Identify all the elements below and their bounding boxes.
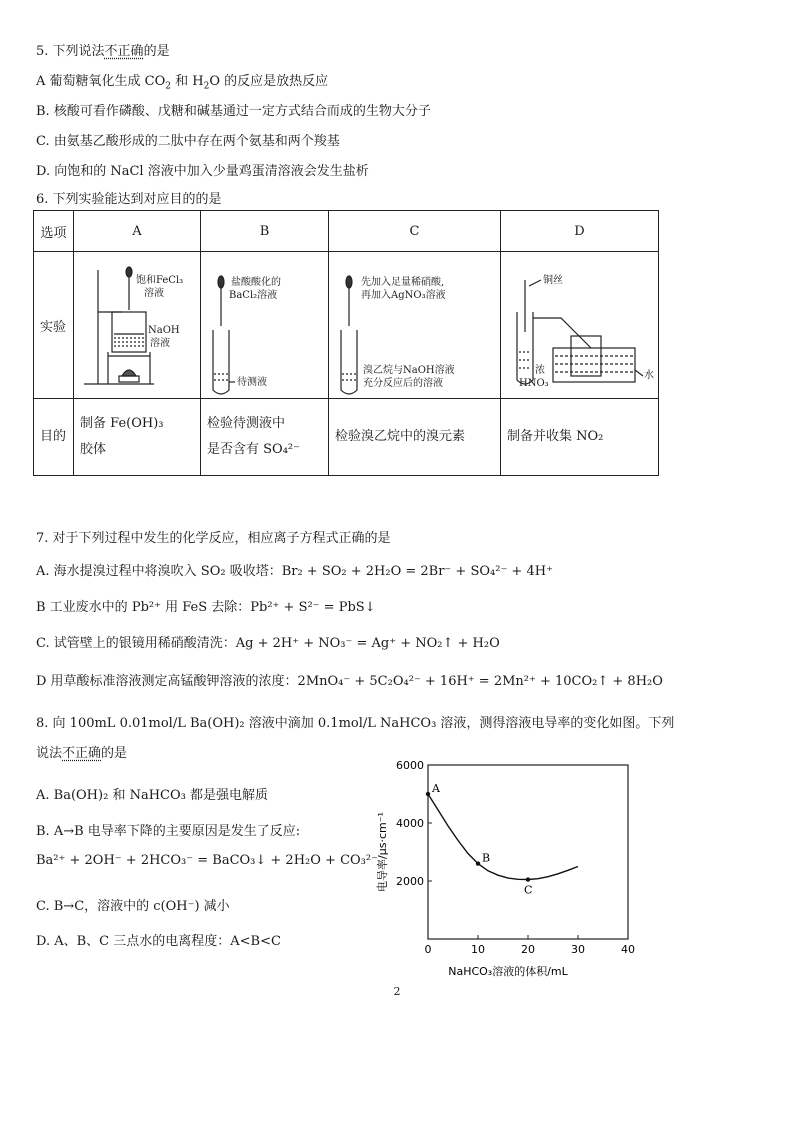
q7-option-c: C. 试管壁上的银镜用稀硝酸清洗：Ag + 2H⁺ + NO₃⁻ = Ag⁺ + NO₂↑ + H₂O bbox=[36, 636, 500, 651]
q7-stem: 7. 对于下列过程中发生的化学反应，相应离子方程式正确的是 bbox=[36, 531, 391, 546]
label-agno3: 再加入AgNO₃溶液 bbox=[361, 290, 446, 301]
q5-option-a: A 葡萄糖氧化生成 $CO_2$ 和 $H_2O$ 的反应是放热反应 bbox=[36, 74, 329, 92]
point-label-c: C bbox=[524, 883, 533, 897]
x-tick-label: 30 bbox=[571, 943, 585, 956]
purpose-b-line2: 是否含有 SO₄²⁻ bbox=[207, 442, 300, 457]
x-tick-label: 40 bbox=[621, 943, 635, 956]
q6-purpose-row bbox=[34, 399, 659, 476]
apparatus-b bbox=[201, 252, 329, 399]
point-c bbox=[526, 877, 530, 881]
q6-table bbox=[33, 210, 659, 476]
purpose-b-line1: 检验待测液中 bbox=[207, 416, 286, 431]
q7-option-a: A. 海水提溴过程中将溴吹入 SO₂ 吸收塔：Br₂ + SO₂ + 2H₂O = 2Br⁻ + SO₄²⁻ + 4H⁺ bbox=[36, 564, 553, 579]
label-acidified: 盐酸酸化的 bbox=[231, 277, 281, 288]
x-tick-label: 0 bbox=[424, 943, 432, 956]
q7-option-d: D 用草酸标准溶液测定高锰酸钾溶液的浓度：2MnO₄⁻ + 5C₂O₄²⁻ + 16H⁺ = 2Mn²⁺ + 10CO₂↑ + 8H₂O bbox=[36, 674, 663, 689]
apparatus-a bbox=[74, 252, 201, 399]
q8-stem-cont: 说法不正确的是 bbox=[36, 746, 128, 761]
conductivity-chart bbox=[364, 757, 664, 987]
header-option: 选项 bbox=[34, 211, 74, 252]
purpose-a bbox=[74, 399, 201, 476]
purpose-c: 检验溴乙烷中的溴元素 bbox=[329, 399, 501, 476]
point-b bbox=[476, 861, 480, 865]
header-b: B bbox=[201, 211, 329, 252]
conductivity-chart-svg bbox=[364, 757, 664, 987]
q7-option-b: B 工业废水中的 Pb²⁺ 用 FeS 去除：Pb²⁺ + S²⁻ = PbS↓ bbox=[36, 600, 376, 615]
purpose-b bbox=[201, 399, 329, 476]
q8-option-b: B. A→B 电导率下降的主要原因是发生了反应: bbox=[36, 824, 301, 839]
label-copper-wire: 铜丝 bbox=[543, 275, 563, 286]
header-a: A bbox=[74, 211, 201, 252]
label-nitric-acid: 先加入足量稀硝酸, bbox=[361, 277, 445, 288]
apparatus-c bbox=[329, 252, 501, 399]
plot-frame bbox=[428, 765, 628, 939]
y-axis-label: 电导率/μs·cm⁻¹ bbox=[376, 812, 389, 892]
purpose-d: 制备并收集 NO₂ bbox=[501, 399, 659, 476]
label-bacl2: BaCl₂溶液 bbox=[229, 290, 278, 301]
point-label-b: B bbox=[482, 851, 491, 865]
header-c: C bbox=[329, 211, 501, 252]
label-fecl3-solution: 溶液 bbox=[144, 288, 164, 299]
header-d: D bbox=[501, 211, 659, 252]
page-number: 2 bbox=[393, 985, 401, 998]
apparatus-d bbox=[501, 252, 659, 399]
x-axis-label: NaHCO₃溶液的体积/mL bbox=[448, 965, 568, 978]
conductivity-curve bbox=[428, 794, 578, 880]
label-reacted-solution: 充分反应后的溶液 bbox=[363, 378, 443, 389]
purpose-a-line2: 胶体 bbox=[80, 442, 107, 457]
y-tick-label: 2000 bbox=[396, 875, 424, 888]
label-water: 水 bbox=[644, 370, 654, 381]
q5-option-d: D. 向饱和的 NaCl 溶液中加入少量鸡蛋清溶液会发生盐析 bbox=[36, 164, 369, 179]
x-tick-label: 20 bbox=[521, 943, 535, 956]
label-concentrated: 浓 bbox=[535, 365, 545, 376]
q5-option-c: C. 由氨基乙酸形成的二肽中存在两个氨基和两个羧基 bbox=[36, 134, 340, 149]
q6-header-row bbox=[34, 211, 659, 252]
q5-option-b: B. 核酸可看作磷酸、戊糖和碱基通过一定方式结合而成的生物大分子 bbox=[36, 104, 431, 119]
y-tick-label: 6000 bbox=[396, 759, 424, 772]
row-label-purpose: 目的 bbox=[34, 399, 74, 476]
y-tick-label: 4000 bbox=[396, 817, 424, 830]
label-fecl3: 饱和FeCl₃ bbox=[136, 275, 184, 286]
q8-option-a: A. Ba(OH)₂ 和 NaHCO₃ 都是强电解质 bbox=[36, 788, 268, 803]
q8-option-b-equation: Ba²⁺ + 2OH⁻ + 2HCO₃⁻ = BaCO₃↓ + 2H₂O + CO₃²⁻ bbox=[36, 853, 378, 868]
row-label-experiment: 实验 bbox=[34, 252, 74, 399]
purpose-a-line1: 制备 Fe(OH)₃ bbox=[80, 416, 164, 431]
point-label-a: A bbox=[432, 782, 440, 795]
label-bromoethane: 溴乙烷与NaOH溶液 bbox=[363, 365, 455, 376]
q8-stem: 8. 向 100mL 0.01mol/L Ba(OH)₂ 溶液中滴加 0.1mol/L NaHCO₃ 溶液，测得溶液电导率的变化如图。下列 bbox=[36, 716, 675, 731]
q8-option-c: C. B→C，溶液中的 c(OH⁻) 减小 bbox=[36, 899, 230, 914]
label-naoh-solution: 溶液 bbox=[150, 338, 170, 349]
point-a bbox=[426, 792, 430, 796]
label-naoh: NaOH bbox=[148, 325, 180, 336]
x-tick-label: 10 bbox=[471, 943, 485, 956]
q6-experiment-row bbox=[34, 252, 659, 399]
label-hno3: HNO₃ bbox=[519, 378, 549, 389]
label-test-liquid: 待测液 bbox=[237, 377, 267, 388]
q5-stem: 5. 下列说法不正确的是 bbox=[36, 44, 170, 59]
q8-option-d: D. A、B、C 三点水的电离程度：A<B<C bbox=[36, 934, 281, 949]
q6-stem: 6. 下列实验能达到对应目的的是 bbox=[36, 192, 222, 207]
